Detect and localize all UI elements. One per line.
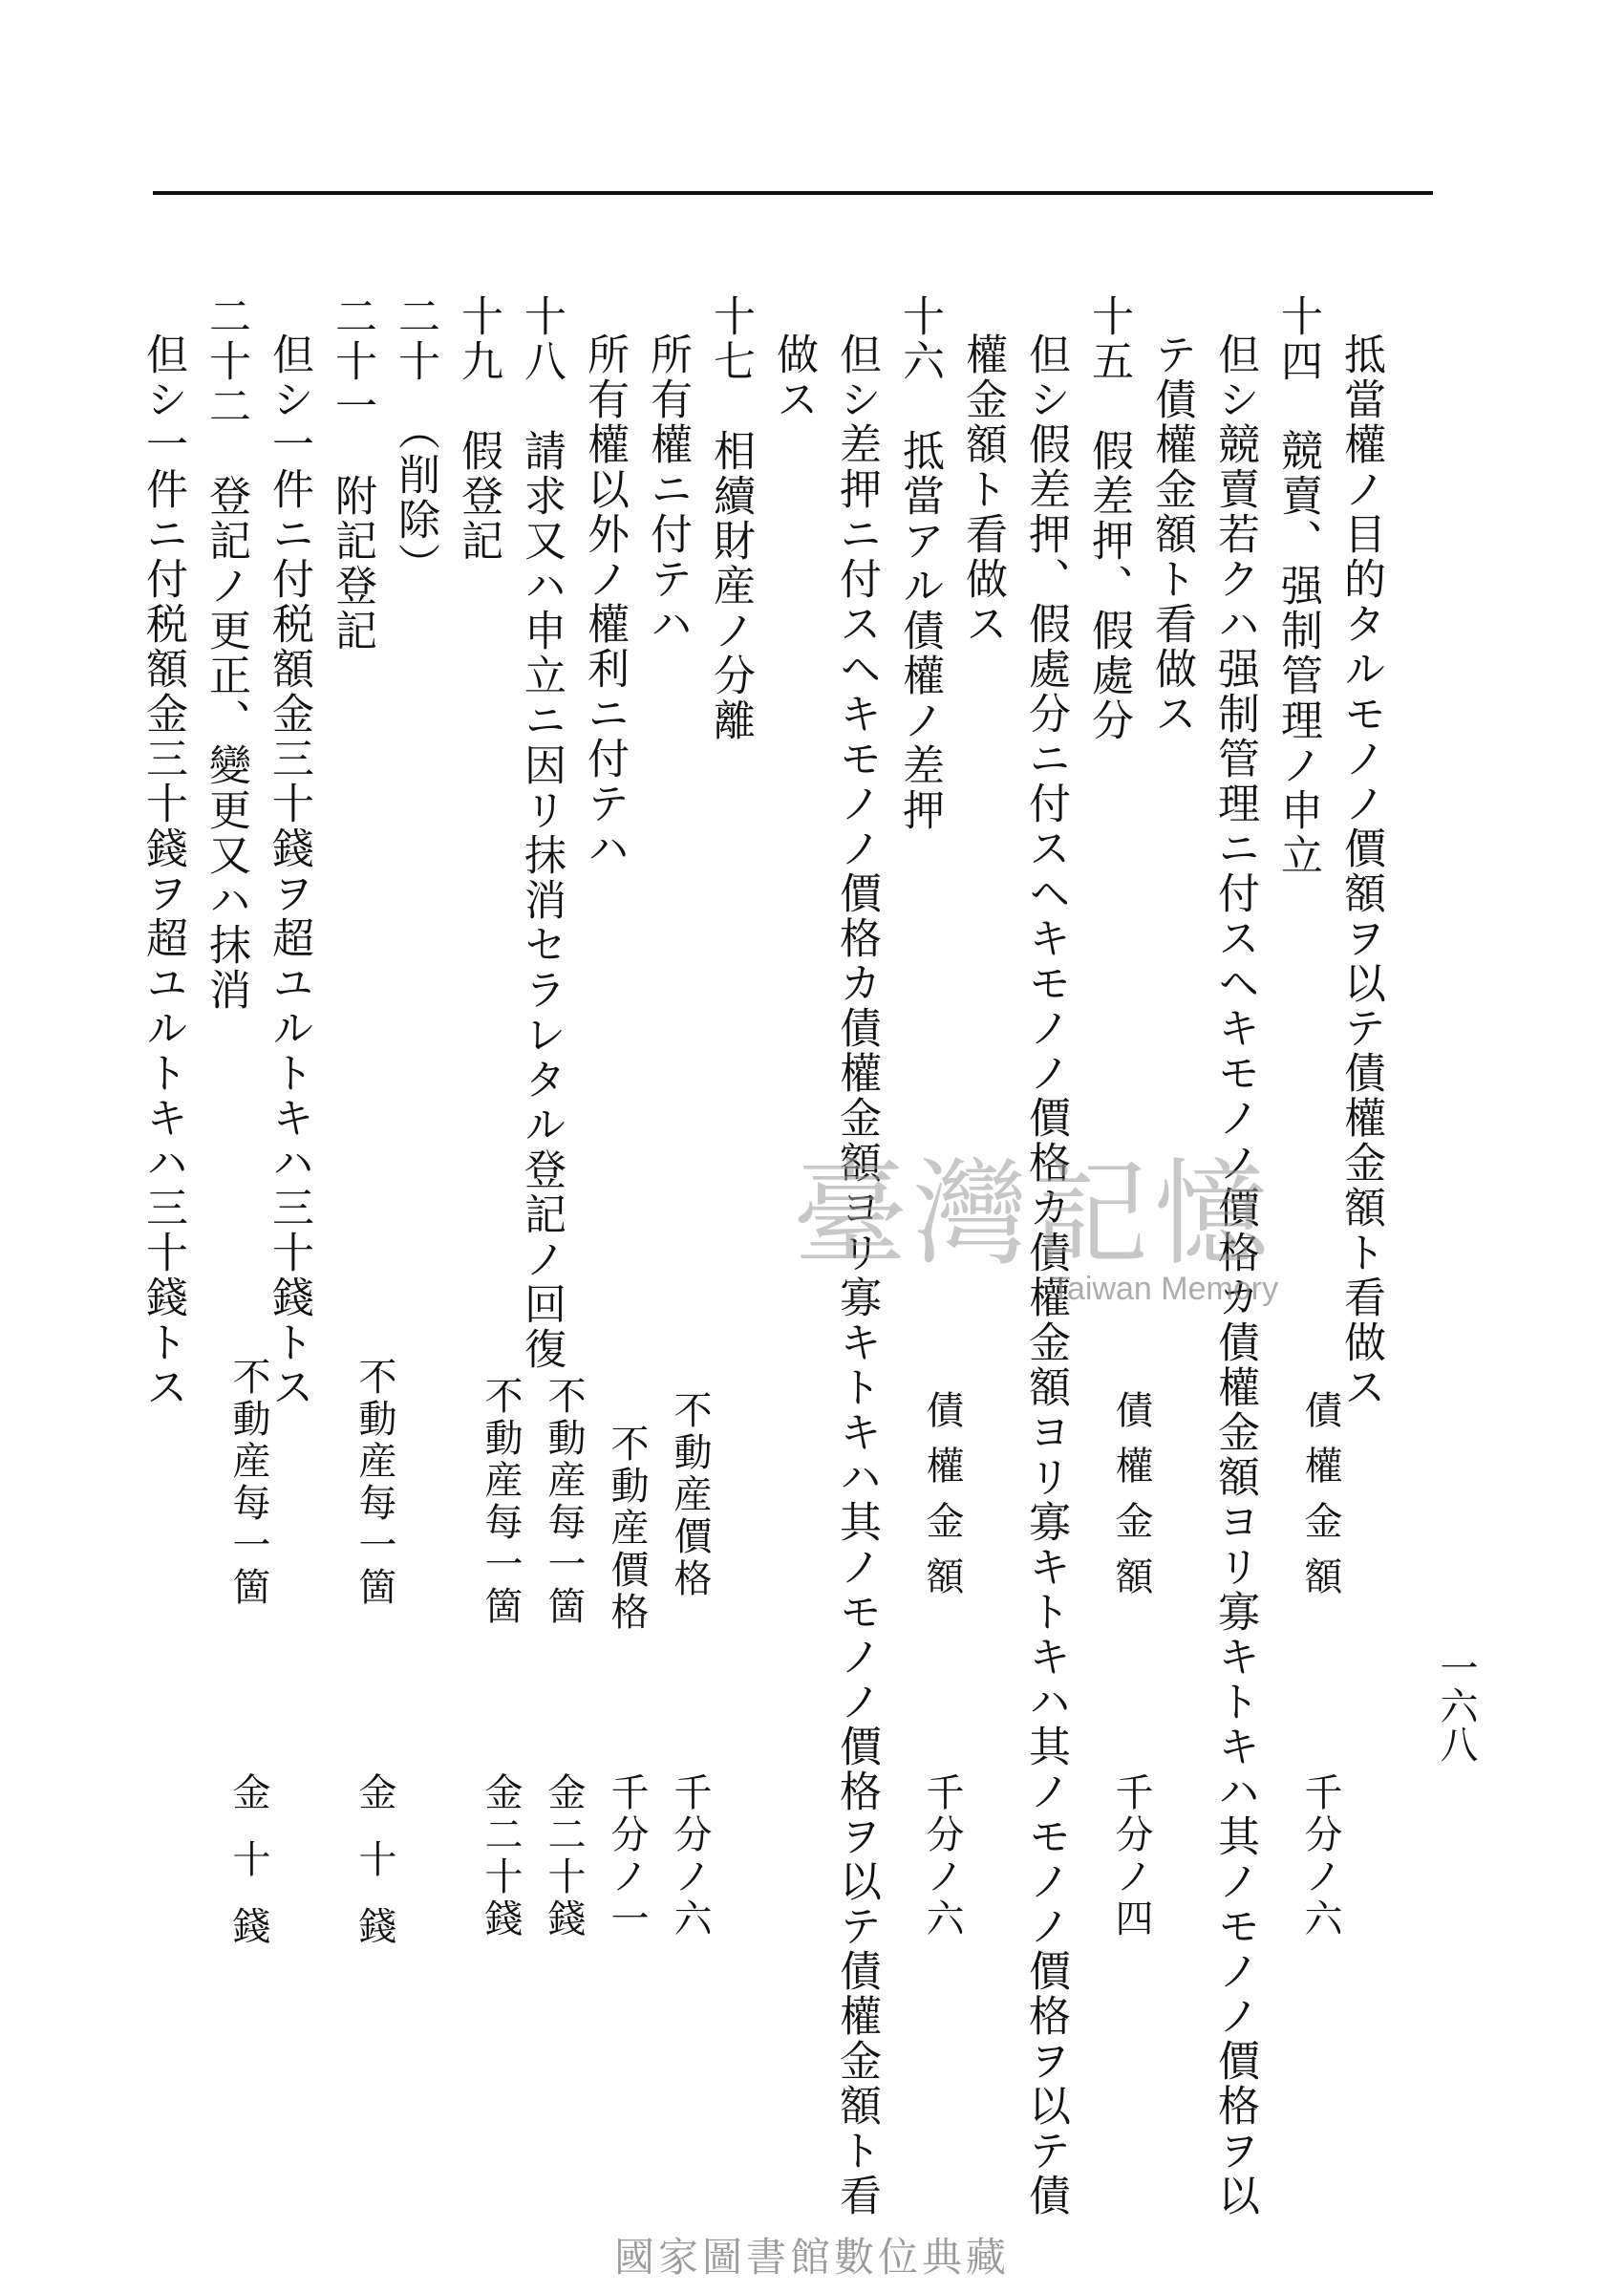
text-column-12: 所有權ニ付テハ [643,332,692,647]
base-17-ownership: 不動産價格 [668,1390,712,1600]
page-number: 一六八 [1434,1648,1478,1763]
base-17-other: 不動産價格 [605,1424,649,1634]
text-column-1: 抵當權ノ目的タルモノノ價額ヲ以テ債權金額ト看做ス [1336,332,1385,1410]
rate-18: 金二十錢 [542,1772,586,1940]
text-column-11: 十七 相續財産ノ分離 [706,294,755,743]
base-22: 不動産每一箇 [226,1357,270,1609]
base-19: 不動産每一箇 [479,1376,523,1628]
text-column-13: 所有權以外ノ權利ニ付テハ [580,332,629,871]
rate-15: 千分ノ四 [1109,1772,1153,1940]
rate-19: 金二十錢 [479,1772,523,1940]
text-column-20: 但シ一件ニ付税額金三十錢ヲ超ユルトキハ三十錢トス [139,332,187,1410]
text-column-2: 十四 競賣、强制管理ノ申立 [1273,294,1322,878]
text-column-4: テ債權金額ト看做ス [1147,332,1196,737]
text-column-9: 但シ差押ニ付スヘキモノノ價格カ債權金額ヨリ寡キトキハ其ノモノノ價格ヲ以テ債權金額ト看 [832,332,881,2218]
base-18: 不動産每一箇 [542,1376,586,1628]
text-column-5: 十五 假差押、假處分 [1084,294,1133,743]
rate-21: 金十錢 [353,1772,396,1973]
text-column-17: 二十一 附記登記 [328,294,376,654]
base-21: 不動産每一箇 [353,1357,396,1609]
text-column-10: 做ス [769,332,818,422]
text-column-3: 但シ競賣若クハ强制管理ニ付スヘキモノノ價格カ債權金額ヨリ寡キトキハ其ノモノノ價格ヲ以 [1210,332,1259,2218]
base-14: 債權金額 [1298,1390,1342,1612]
footer-credit: 國家圖書館數位典藏 [613,2234,1010,2281]
base-16: 債權金額 [920,1390,964,1612]
text-column-8: 十六 抵當アル債權ノ差押 [895,294,944,833]
text-column-19: 二十二 登記ノ更正、變更又ハ抹消 [202,294,250,1013]
text-column-16: 二十 （削除） [391,294,439,588]
text-column-14: 十八 請求又ハ申立ニ因リ抹消セラレタル登記ノ回復 [517,294,566,1372]
header-rule [153,191,1433,195]
text-column-15: 十九 假登記 [454,294,502,564]
text-column-18: 但シ一件ニ付税額金三十錢ヲ超ユルトキハ三十錢トス [265,332,313,1410]
text-column-7: 權金額ト看做ス [958,332,1007,647]
rate-14: 千分ノ六 [1298,1772,1342,1940]
watermark-logo: 臺灣記憶 [793,1148,1274,1281]
rate-17-ownership: 千分ノ六 [668,1772,712,1940]
rate-17-other: 千分ノ一 [605,1772,649,1940]
rate-22: 金十錢 [226,1772,270,1973]
watermark-subtext: Taiwan Memory [1051,1271,1279,1307]
text-column-6: 但シ假差押、假處分ニ付スヘキモノノ價格カ債權金額ヨリ寡キトキハ其ノモノノ價格ヲ以テ債 [1021,332,1070,2218]
rate-16: 千分ノ六 [920,1772,964,1940]
base-15: 債權金額 [1109,1390,1153,1612]
